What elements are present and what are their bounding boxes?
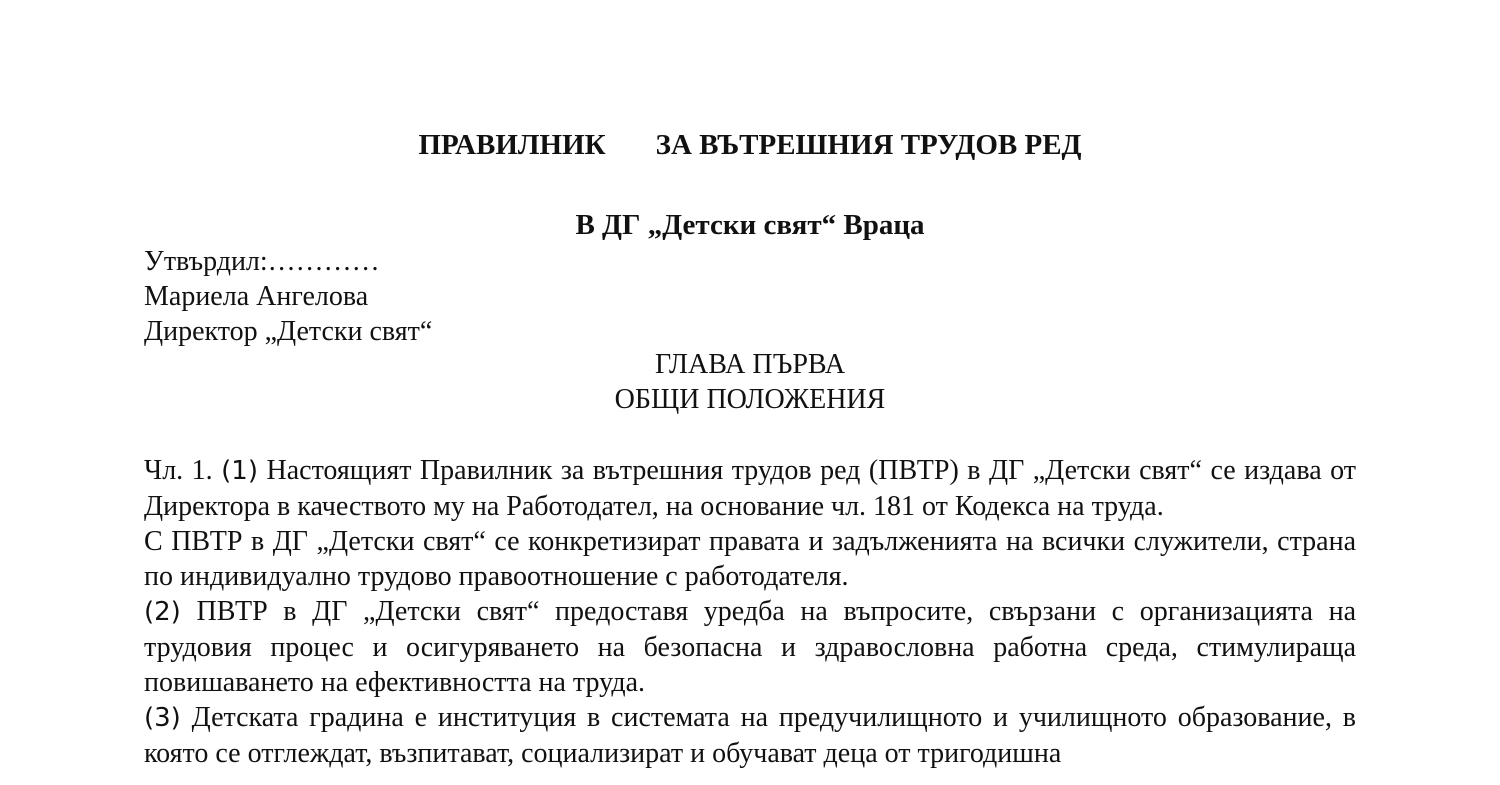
approver-position: Директор „Детски свят“ bbox=[144, 316, 433, 347]
chapter-number: ГЛАВА ПЪРВА bbox=[654, 349, 846, 380]
paragraph-continuation bbox=[144, 524, 1356, 594]
article-prefix: Чл. 1. bbox=[144, 455, 222, 486]
paragraph-text: Настоящият Правилник за вътрешния трудов ред (ПВТР) в ДГ „Детски свят“ се издава от Директора в качеството му на Работодател, на основание чл. 181 от Кодекса на труда. bbox=[144, 455, 1356, 522]
approval-line: Утвърдил:………… bbox=[144, 246, 380, 277]
chapter-heading bbox=[0, 347, 1500, 417]
title-part-1: ПРАВИЛНИК bbox=[418, 129, 606, 161]
paragraph-article-1-1 bbox=[144, 453, 1356, 524]
document-body bbox=[144, 453, 1356, 771]
paragraph-number: (3) bbox=[144, 703, 181, 733]
document-subtitle: В ДГ „Детски свят“ Враца bbox=[575, 209, 925, 241]
paragraph-text: Детската градина е институция в системата на предучилищното и училищното образование, в която се отглеждат, възпитават, социализират и обучават деца от тригодишна bbox=[144, 702, 1356, 769]
paragraph-article-1-3 bbox=[144, 700, 1356, 771]
title-part-2: ЗА ВЪТРЕШНИЯ ТРУДОВ РЕД bbox=[655, 129, 1082, 161]
document-title bbox=[0, 128, 1500, 162]
chapter-name: ОБЩИ ПОЛОЖЕНИЯ bbox=[614, 384, 886, 415]
paragraph-number: (1) bbox=[221, 456, 258, 486]
paragraph-number: (2) bbox=[144, 597, 181, 627]
paragraph-article-1-2 bbox=[144, 594, 1356, 700]
approver-name: Мариела Ангелова bbox=[144, 281, 369, 312]
paragraph-text: С ПВТР в ДГ „Детски свят“ се конкретизират правата и задълженията на всички служители, страна по индивидуално трудово правоотношение с работодателя. bbox=[144, 526, 1356, 592]
paragraph-text: ПВТР в ДГ „Детски свят“ предоставя уредба на въпросите, свързани с организацията на трудовия процес и осигуряването на безопасна и здравословна работна среда, стимулираща повишаването на ефективността на труда. bbox=[144, 596, 1356, 698]
approval-block bbox=[144, 244, 432, 349]
